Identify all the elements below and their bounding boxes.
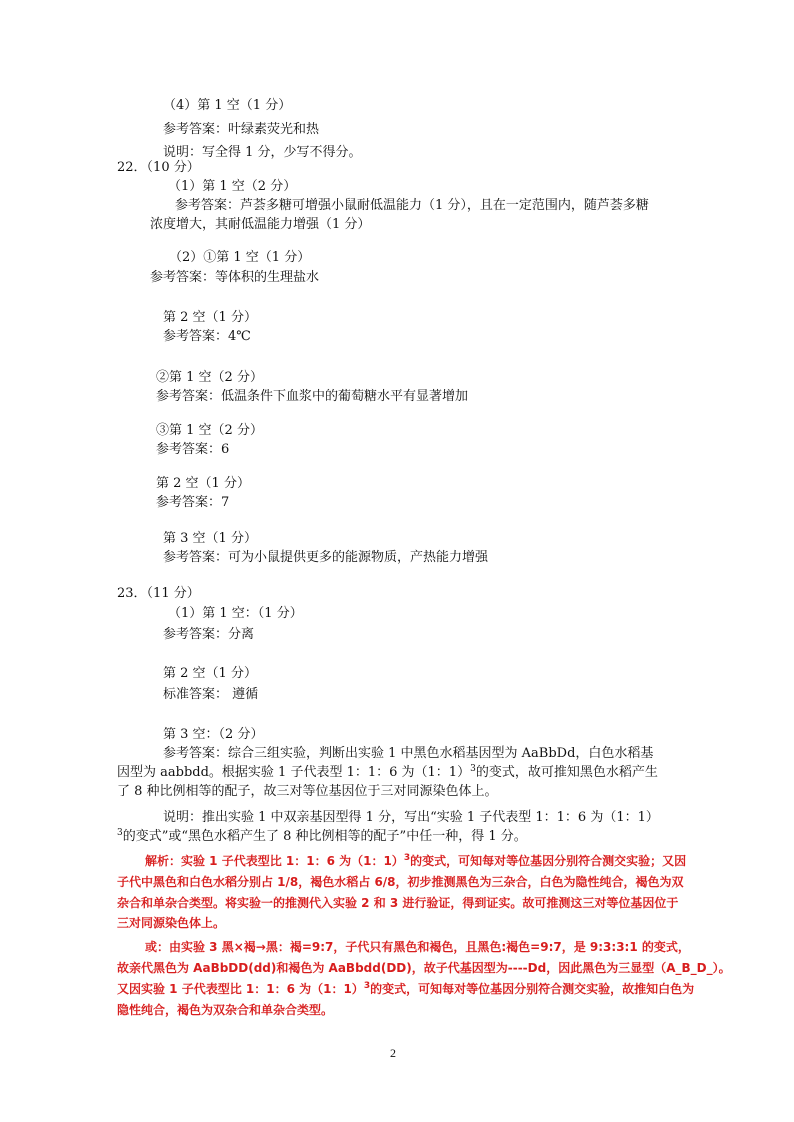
q23-part3-answer-line2: 因型为 aabbdd。根据实验 1 子代表型 1：1：6 为（1：1）$^3$的变式，故可推知黑色水稻产生 [117,764,658,780]
q22-part2-1-heading: （2）①第 1 空（1 分） [169,250,311,265]
q23-part3-heading: 第 3 空：（2 分） [163,727,264,742]
q23-explanation-line2: 子代中黑色和白色水稻分别占 1/8，褐色水稻占 6/8，初步推测黑色为三杂合，白色为隐性纯合，褐色为双 [117,875,684,889]
q22-part2-1b-heading: 第 2 空（1 分） [163,310,257,325]
q22-part1-answer-line1: 参考答案：芦荟多糖可增强小鼠耐低温能力（1 分），且在一定范围内，随芦荟多糖 [175,198,649,213]
q23-explanation-line3: 杂合和单杂合类型。将实验一的推测代入实验 2 和 3 进行验证，得到证实。故可推测这三对等位基因位于 [117,896,679,910]
q23-part2-answer: 标准答案： 遵循 [163,687,259,702]
q23-part1-answer: 参考答案：分离 [163,627,255,642]
q22-part2-3b-answer: 参考答案：7 [156,495,230,510]
q22-part2-2-heading: ②第 1 空（2 分） [156,370,263,385]
q23-explanation-line1: 解析：实验 1 子代表型比 1：1：6 为（1：1）$^3$的变式，可知每对等位基因分别符合测交实验；又因 [145,853,687,868]
q23-part1-heading: （1）第 1 空：（1 分） [168,606,303,621]
q22-part2-3c-heading: 第 3 空（1 分） [163,531,257,546]
page-number: 2 [390,1046,396,1060]
q22-part2-3c-answer: 参考答案：可为小鼠提供更多的能源物质，产热能力增强 [163,550,489,565]
q22-part1-heading: （1）第 1 空（2 分） [168,179,297,194]
q23-note-line2: $^3$的变式”或“黑色水稻产生了 8 种比例相等的配子”中任一种，得 1 分。 [117,828,527,844]
q23-title: 23．（11 分） [117,586,200,601]
q21-part4-heading: （4）第 1 空（1 分） [163,98,292,113]
q22-part1-answer-line2: 浓度增大，其耐低温能力增强（1 分） [150,217,371,232]
q23-alternative-line4: 隐性纯合，褐色为双杂合和单杂合类型。 [117,1003,334,1017]
q21-part4-answer: 参考答案：叶绿素荧光和热 [163,122,320,137]
q22-part2-3-answer: 参考答案：6 [156,442,230,457]
q22-title: 22．（10 分） [117,160,200,175]
q21-part4-note: 说明：写全得 1 分，少写不得分。 [163,145,362,160]
q23-note-line1: 说明：推出实验 1 中双亲基因型得 1 分，写出“实验 1 子代表型 1：1：6 为（1：1） [163,810,659,825]
q23-explanation-line4: 三对同源染色体上。 [117,916,226,930]
q22-part2-3-heading: ③第 1 空（2 分） [156,423,263,438]
q22-part2-1-answer: 参考答案：等体积的生理盐水 [150,270,320,285]
q22-part2-3b-heading: 第 2 空（1 分） [156,476,250,491]
q23-alternative-line2: 故亲代黑色为 AaBbDD(dd)和褐色为 AaBbdd(DD)，故子代基因型为----Dd，因此黑色为三显型（A_B_D_）。 [117,961,731,975]
q22-part2-2-answer: 参考答案：低温条件下血浆中的葡萄糖水平有显著增加 [156,389,469,404]
q22-part2-1b-answer: 参考答案：4℃ [163,329,251,344]
q23-alternative-line3: 又因实验 1 子代表型比 1：1：6 为（1：1）$^3$的变式，可知每对等位基因分别符合测交实验，故推知白色为 [117,981,695,996]
q23-part2-heading: 第 2 空（1 分） [163,666,257,681]
q23-part3-answer-line1: 参考答案：综合三组实验，判断出实验 1 中黑色水稻基因型为 AaBbDd，白色水稻基 [163,746,654,761]
q23-part3-answer-line3: 了 8 种比例相等的配子，故三对等位基因位于三对同源染色体上。 [117,784,498,799]
q23-alternative-line1: 或：由实验 3 黑×褐→黑：褐=9:7，子代只有黑色和褐色，且黑色:褐色=9:7，是 9:3:3:1 的变式， [145,940,690,954]
